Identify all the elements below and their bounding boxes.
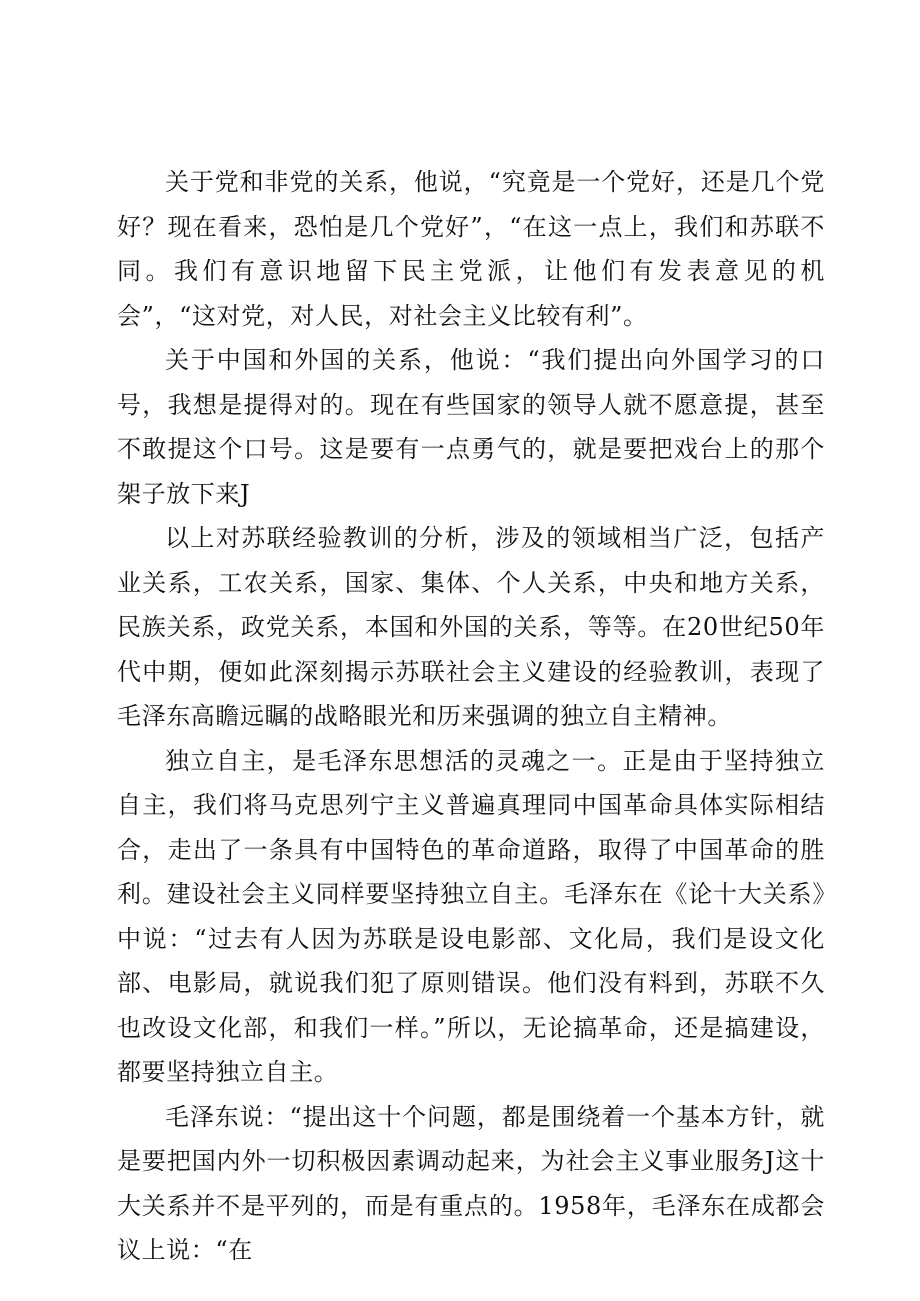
paragraph-party-relations: 关于党和非党的关系，他说，“究竟是一个党好，还是几个党好？现在看来，恐怕是几个党好”，“在这一点上，我们和苏联不同。我们有意识地留下民主党派，让他们有发表意见的机会”，“这对党，对人民，对社会主义比较有利”。 (117, 168, 825, 330)
paragraph-independence: 独立自主，是毛泽东思想活的灵魂之一。正是由于坚持独立自主，我们将马克思列宁主义普遍真理同中国革命具体实际相结合，走出了一条具有中国特色的革命道路，取得了中国革命的胜利。建设社会主义同样要坚持独立自主。毛泽东在《论十大关系》中说：“过去有人因为苏联是设电影部、文化局，我们是设文化部、电影局，就说我们犯了原则错误。他们没有料到，苏联不久也改设文化部，和我们一样。”所以，无论搞革命，还是搞建设，都要坚持独立自主。 (117, 746, 825, 1086)
document-body (117, 160, 825, 1273)
paragraph-foreign-relations: 关于中国和外国的关系，他说：“我们提出向外国学习的口号，我想是提得对的。现在有些国家的领导人就不愿意提，甚至不敢提这个口号。这是要有一点勇气的，就是要把戏台上的那个架子放下来J (117, 346, 825, 508)
paragraph-soviet-lessons: 以上对苏联经验教训的分析，涉及的领域相当广泛，包括产业关系，工农关系，国家、集体、个人关系，中央和地方关系，民族关系，政党关系，本国和外国的关系，等等。在20世纪50年代中期，便如此深刻揭示苏联社会主义建设的经验教训，表现了毛泽东高瞻远瞩的战略眼光和历来强调的独立自主精神。 (117, 524, 825, 730)
paragraph-ten-relations: 毛泽东说：“提出这十个问题，都是围绕着一个基本方针，就是要把国内外一切积极因素调动起来，为社会主义事业服务J这十大关系并不是平列的，而是有重点的。1958年，毛泽东在成都会议上说：“在 (117, 1102, 825, 1264)
